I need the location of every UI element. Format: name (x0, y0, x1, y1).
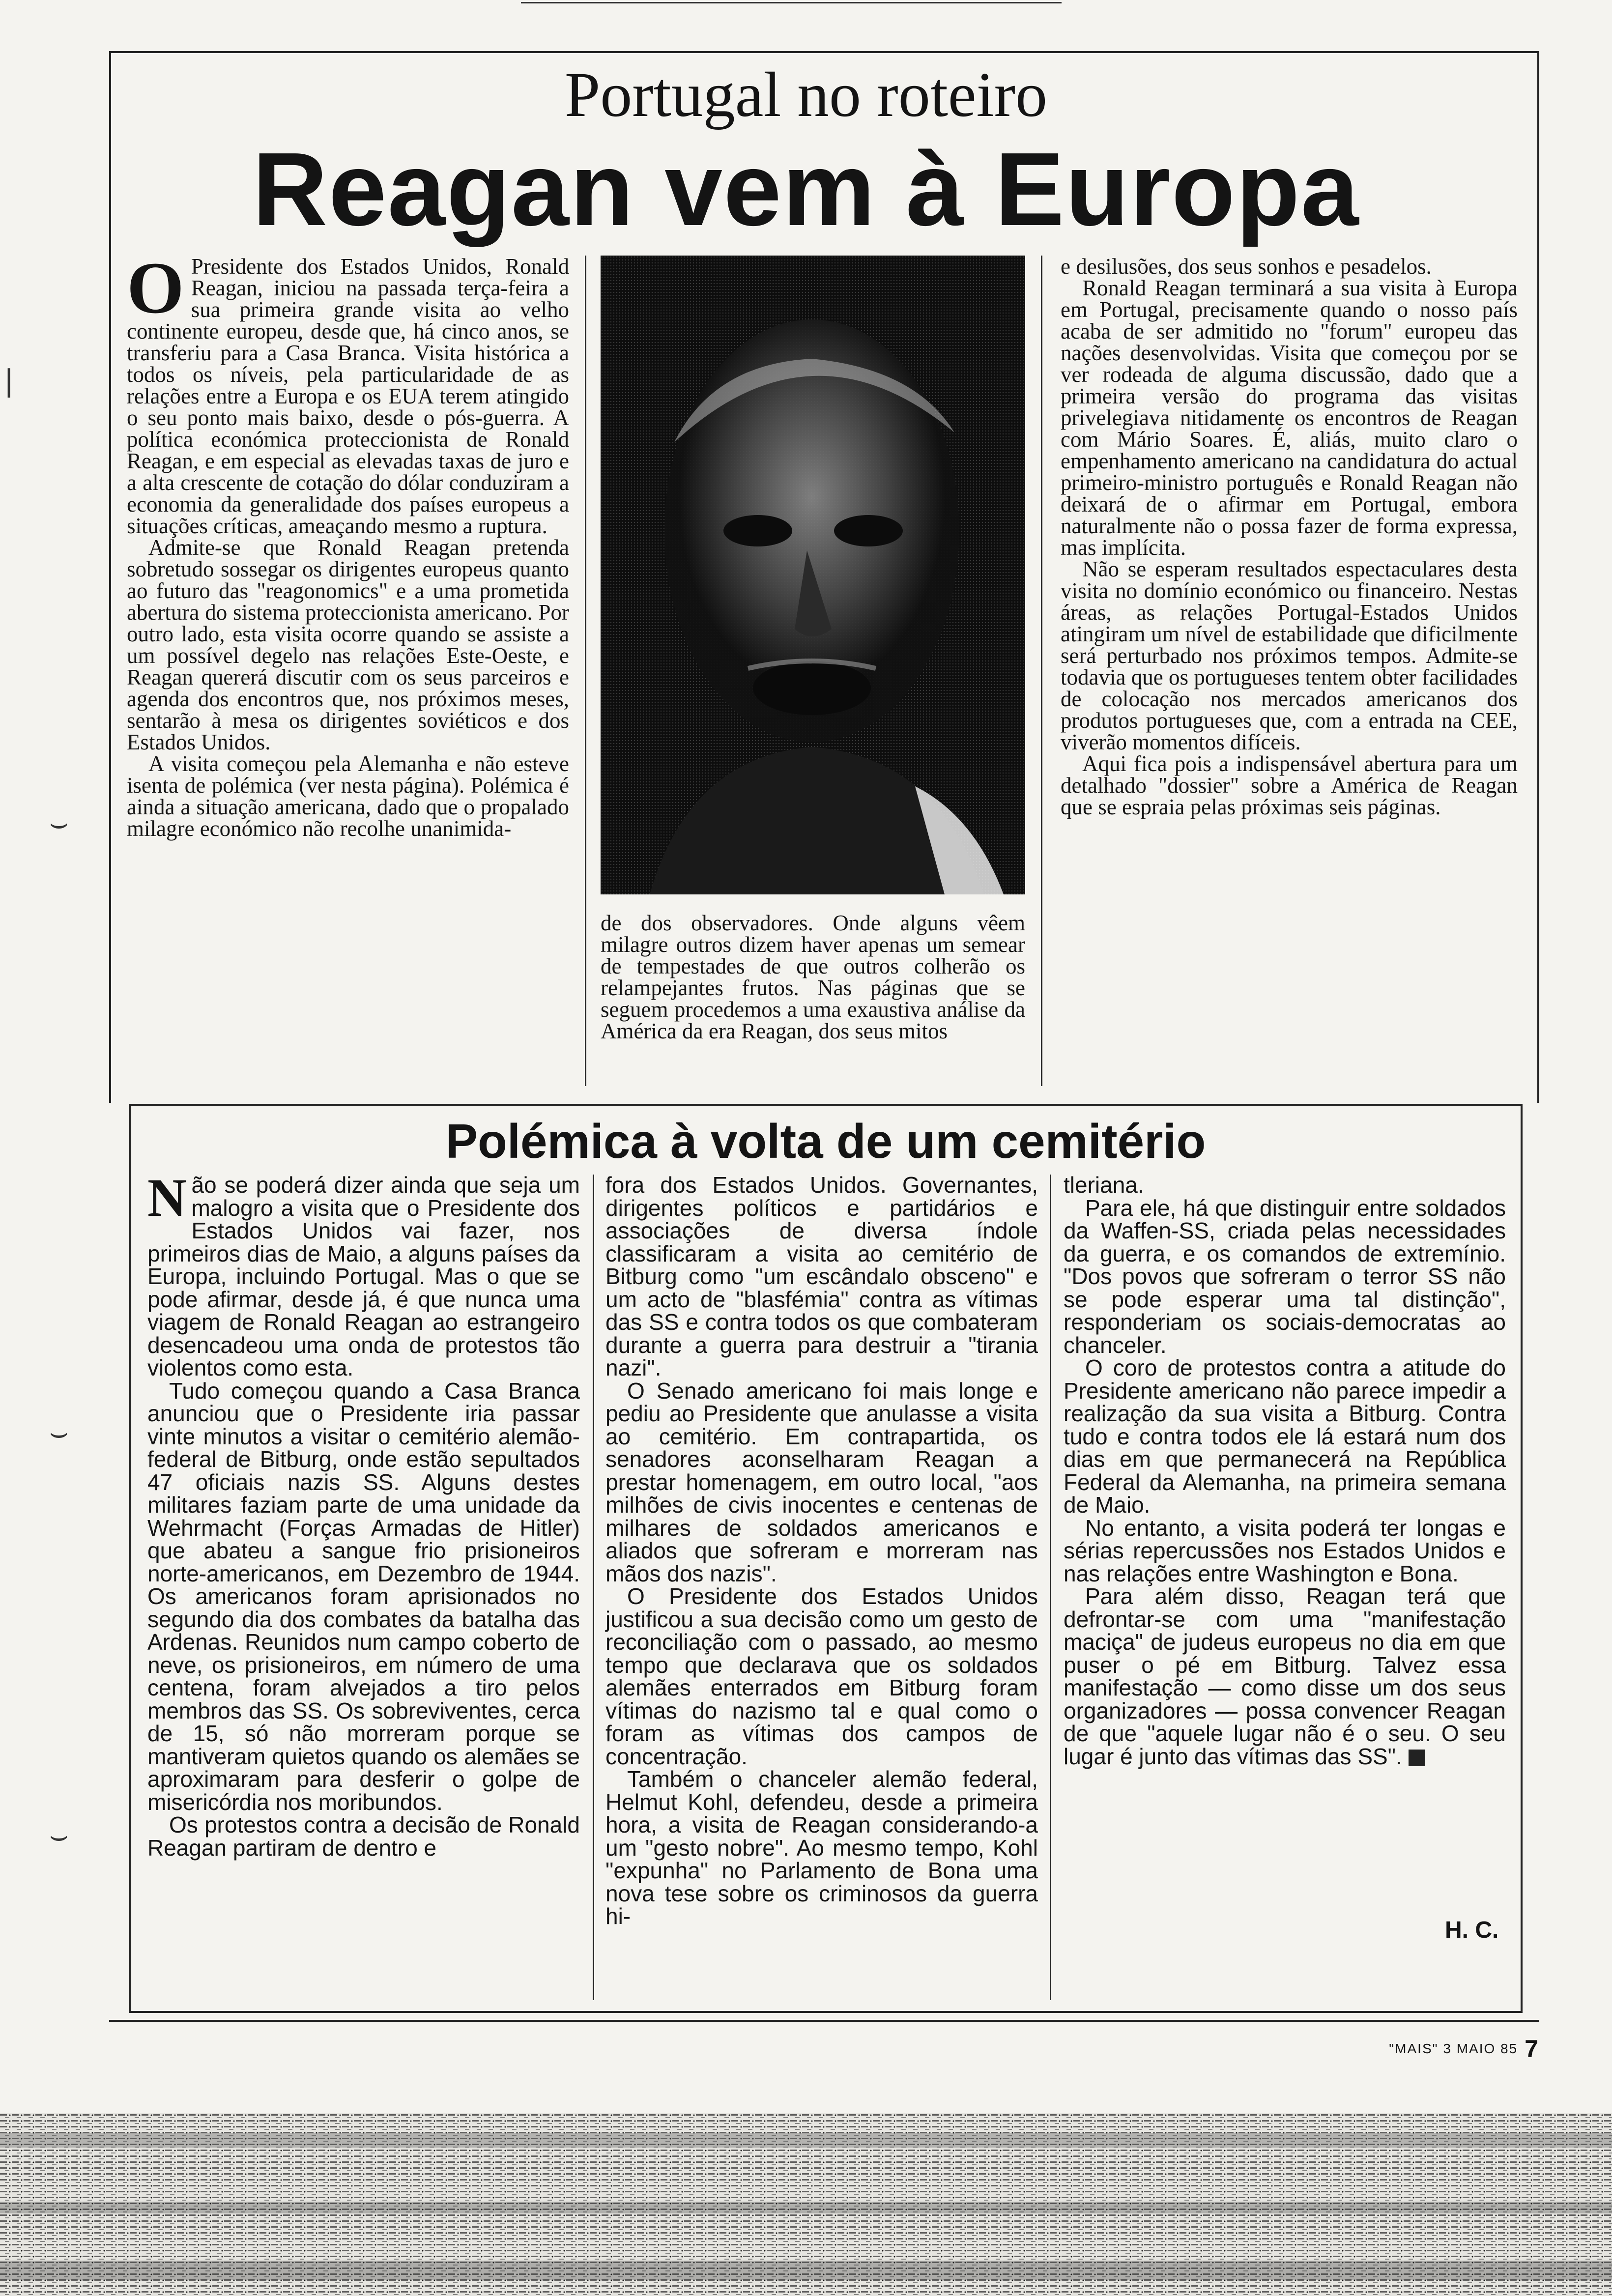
sidebar-col3-para-1: tleriana. (1064, 1172, 1144, 1198)
dropcap-n: N (147, 1168, 187, 1228)
sidebar-col2-para-1: fora dos Estados Unidos. Governantes, dirigentes políticos e partidários e associações de diversa índole classificaram a visita ao cemitério de Bitburg como "um escândalo obsceno" e um acto de "blasfémia" contra as vítimas das SS e contra todos os que combateram durante a guerra para destruir a "tirania nazi". (605, 1172, 1038, 1380)
sidebar-col1-para-3: Os protestos contra a decisão de Ronald Reagan partiram de dentro e (147, 1812, 580, 1861)
publication-date: "MAIS" 3 MAIO 85 (1389, 2041, 1518, 2056)
margin-bracket-mark: ⌣ (49, 806, 69, 840)
sidebar-col3-para-5 (1064, 1585, 1506, 1768)
sidebar-column-3 (1064, 1174, 1506, 1768)
column-divider-2 (1041, 256, 1042, 1086)
sidebar-col3-para-3: O coro de protestos contra a atitude do Presidente americano não parece impedir a realização da sua visita a Bitburg. Contra tudo e contra todos ele lá estará num dos dias em que permanecerá na República Federal da Alemanha, na primeira semana de Maio. (1064, 1355, 1506, 1518)
portrait-halftone-icon (601, 256, 1025, 894)
sidebar-col1-para-2: Tudo começou quando a Casa Branca anunciou que o Presidente iria passar vinte minutos a visitar o cemitério alemão-federal de Bitburg, onde estão sepultados 47 oficiais nazis SS. Alguns destes militares faziam parte de uma unidade da Wehrmacht (Forças Armadas de Hitler) que abateu a sangue frio prisioneiros norte-americanos, em Dezembro de 1944. Os americanos foram aprisionados no segundo dia dos combates da batalha das Ardenas. Reunidos num campo coberto de neve, os prisioneiros, em número de uma centena, foram alvejados a tiro pelos membros das SS. Os sobreviventes, cerca de 15, só não morreram porque se mantiveram quietos quando os alemães se aproximaram para desferir o golpe de misericórdia nos moribundos. (147, 1378, 580, 1815)
sidebar-col3-para-4: No entanto, a visita poderá ter longas e sérias repercussões nos Estados Unidos e nas relações entre Washington e Bona. (1064, 1515, 1506, 1586)
article-col1-para-3: A visita começou pela Alemanha e não esteve isenta de polémica (ver nesta página). Polémica é ainda a situação americana, dado que o propalado milagre económico não recolhe unanimida- (127, 751, 569, 841)
article-col3-para-3: Não se esperam resultados espectaculares desta visita no domínio económico ou financeiro. Nestas áreas, as relações Portugal-Estados Unidos atingiram um nível de estabilidade que dificilmente será perturbado nos próximos tempos. Admite-se todavia que os portugueses tentem obter facilidades de colocação nos mercados americanos dos produtos portugueses que, com a entrada na CEE, viverão momentos difíceis. (1061, 557, 1518, 754)
margin-bracket-mark: | (4, 364, 14, 398)
sidebar-divider-2 (1050, 1175, 1051, 2000)
article-column-2 (601, 912, 1025, 1042)
article-col2-para-1: de dos observadores. Onde alguns vêem milagre outros dizem haver apenas um semear de tempestades de que outros colherão os relampejantes frutos. Nas páginas que se seguem procedemos a uma exaustiva análise da América da era Reagan, dos seus mitos (601, 911, 1025, 1043)
bottom-rule (109, 2020, 1539, 2022)
author-signature: H. C. (1445, 1917, 1499, 1943)
article-col3-para-2: Ronald Reagan terminará a sua visita à Europa em Portugal, precisamente quando o nosso país acaba de ser admitido no "forum" europeu das nações desenvolvidas. Visita que começou por se ver rodeada de alguma discussão, dado que a primeira versão do programa das visitas privelegiava nitidamente os encontros de Reagan com Mário Soares. É, aliás, muito claro o empenhamento americano na candidatura do actual primeiro-ministro português e Ronald Reagan não deixará de o afirmar em Portugal, embora naturalmente não o possa fazer de forma expressa, mas implícita. (1061, 276, 1518, 560)
article-col1-para-1 (127, 247, 569, 538)
scan-noise-icon (0, 2113, 1612, 2296)
article-headline: Reagan vem à Europa (252, 131, 1360, 247)
article-col1-para-1-text: Presidente dos Estados Unidos, Ronald Reagan, iniciou na passada terça-feira a sua primeira grande visita ao velho continente europeu, desde que, há cinco anos, se transferiu para a Casa Branca. Visita histórica a todos os níveis, pela particularidade de as relações entre a Europa e os EUA terem atingido o seu ponto mais baixo, desde o pós-guerra. A política económica proteccionista de Ronald Reagan, e em especial as elevadas taxas de juro e a alta crescente de cotação do dólar conduziram a economia da generalidade dos países europeus a situações críticas, ameaçando mesmo a ruptura. (127, 254, 569, 538)
sidebar-col2-para-2: O Senado americano foi mais longe e pediu ao Presidente que anulasse a visita ao cemitério. Em contrapartida, os senadores aconselharam Reagan a prestar homenagem, em outro local, "aos milhões de civis inocentes e centenas de milhares de soldados americanos e aliados que sofreram e morreram nas mãos dos nazis". (605, 1378, 1038, 1586)
square-m-endmark-icon: M (1409, 1750, 1425, 1766)
reagan-portrait-photo (601, 256, 1025, 894)
sidebar-column-2 (605, 1174, 1038, 1928)
article-col1-para-2: Admite-se que Ronald Reagan pretenda sobretudo sossegar os dirigentes europeus quanto ao futuro das "reagonomics" e a uma prometida abertura do sistema proteccionista americano. Por outro lado, esta visita ocorre quando se assiste a um possível degelo nas relações Este-Oeste, e Reagan quererá discutir com os seus parceiros e agenda dos encontros que, nos próximos meses, sentarão à mesa os dirigentes soviéticos e dos Estados Unidos. (127, 535, 569, 754)
dropcap-o: O (127, 247, 184, 329)
sidebar-col3-para-2: Para ele, há que distinguir entre soldados da Waffen-SS, criada pelas necessidades da guerra, e os comandos de extremínio. "Dos povos que sofreram o terror SS não se pode esperar uma tal distinção", responderiam os sociais-democratas ao chanceler. (1064, 1195, 1506, 1358)
margin-bracket-mark: ⌣ (49, 1818, 69, 1853)
article-column-3 (1061, 256, 1518, 818)
article-column-1 (127, 247, 569, 841)
sidebar-col1-para-1-text: ão se poderá dizer ainda que seja um malogro a visita que o Presidente dos Estados Unidos vai fazer, nos primeiros dias de Maio, a alguns países da Europa, incluindo Portugal. Mas o que se pode afirmar, desde já, é que nunca uma viagem de Ronald Reagan ao estrangeiro desencadeou uma onda de protestos tão violentos como esta. (147, 1172, 580, 1380)
sidebar-col2-para-4: Também o chanceler alemão federal, Helmut Kohl, defendeu, desde a primeira hora, a visita de Reagan considerando-a um "gesto nobre". Ao mesmo tempo, Kohl "expunha" no Parlamento de Bona uma nova tese sobre os criminosos da guerra hi- (605, 1766, 1038, 1929)
sidebar-col1-para-1 (147, 1168, 580, 1380)
page-number: 7 (1525, 2035, 1538, 2063)
scan-noise-strip (0, 2113, 1612, 2296)
top-rule (521, 2, 1062, 3)
page-folio (1322, 2035, 1538, 2063)
sidebar-col2-para-3: O Presidente dos Estados Unidos justificou a sua decisão como um gesto de reconciliação com o passado, ao mesmo tempo que declarava que os soldados alemães enterrados em Bitburg foram vítimas do nazismo tal e qual como o foram as vítimas dos campos de concentração. (605, 1583, 1038, 1769)
article-kicker: Portugal no roteiro (564, 59, 1048, 130)
article-col3-para-1: e desilusões, dos seus sonhos e pesadelos. (1061, 254, 1432, 279)
sidebar-headline: Polémica à volta de um cemitério (445, 1114, 1206, 1168)
margin-bracket-mark: ⌣ (49, 1415, 69, 1450)
sidebar-col3-para-5-text: Para além disso, Reagan terá que defrontar-se com uma "manifestação maciça" de judeus europeus no dia em que puser o pé em Bitburg. Talvez essa manifestação — como disse um dos seus organizadores — possa convencer Reagan de que "aquele lugar não é o seu. O seu lugar é junto das vítimas das SS". (1064, 1583, 1506, 1769)
column-divider-1 (585, 256, 586, 1086)
sidebar-divider-1 (593, 1175, 594, 2000)
article-col3-para-4: Aqui fica pois a indispensável abertura para um detalhado "dossier" sobre a América de Reagan que se espraia pelas próximas seis páginas. (1061, 751, 1518, 819)
sidebar-column-1 (147, 1168, 580, 1861)
